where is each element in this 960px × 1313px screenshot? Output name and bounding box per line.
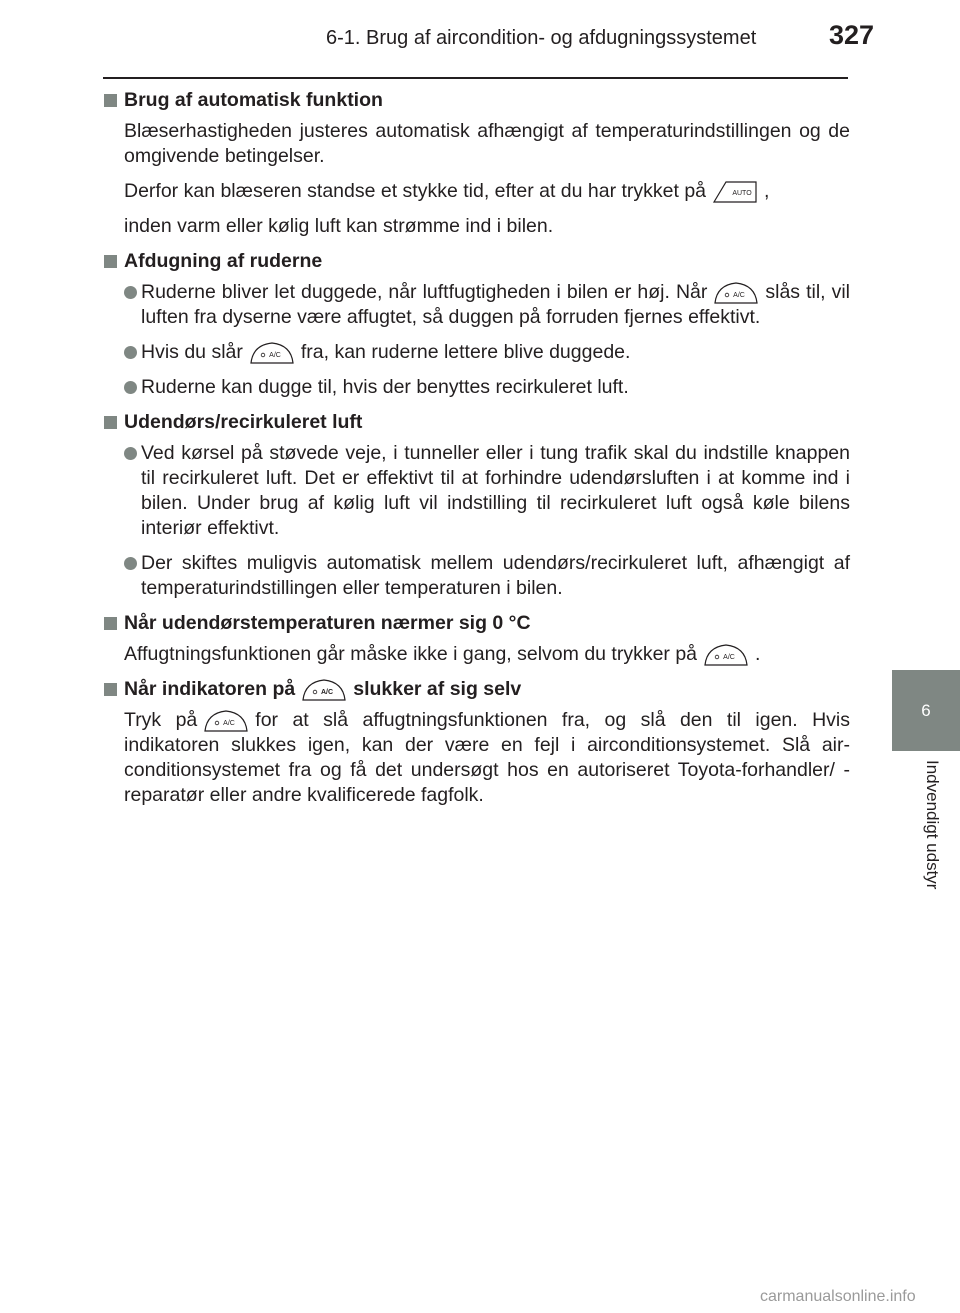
auto-label: AUTO (732, 189, 752, 197)
page-number: 327 (829, 20, 875, 50)
page-content (104, 88, 850, 818)
round-bullet-icon (124, 447, 137, 460)
text: for at slå affugtningsfunktionen fra, og slå den til igen. Hvis indikatoren slukkes igen, kan der være en fejl i airconditionsystemet. Slå air-conditionsystemet fra og få det undersøgt hos en autoriseret Toyota-forhandler/ -reparatør eller andre kvalificerede fagfolk. (124, 709, 850, 806)
round-bullet-icon (124, 381, 137, 394)
paragraph: inden varm eller kølig luft kan strømme ind i bilen. (124, 215, 554, 237)
ac-button-icon (301, 678, 347, 702)
square-bullet-icon (104, 94, 117, 107)
section-heading (104, 249, 850, 274)
square-bullet-icon (104, 255, 117, 268)
square-bullet-icon (104, 617, 117, 630)
heading-text: Når udendørstemperaturen nærmer sig 0 °C (124, 612, 531, 634)
ac-label: A/C (269, 351, 281, 359)
section-defogging (104, 249, 850, 400)
round-bullet-icon (124, 286, 137, 299)
ac-label: A/C (723, 653, 735, 661)
paragraph (124, 179, 850, 204)
section-recirculated-air (104, 410, 850, 601)
ac-label: A/C (321, 688, 334, 696)
section-heading (104, 611, 850, 636)
text: , (764, 180, 770, 202)
heading-text: Brug af automatisk funktion (124, 89, 383, 111)
text: Hvis du slår (141, 341, 243, 363)
header-divider (103, 77, 848, 79)
round-bullet-icon (124, 557, 137, 570)
heading-text: Udendørs/recirkuleret luft (124, 411, 363, 433)
ac-label: A/C (223, 719, 236, 727)
ac-label: A/C (733, 291, 746, 299)
text: Ruderne kan dugge til, hvis der benyttes recirkuleret luft. (141, 376, 629, 398)
ac-button-icon (703, 643, 749, 667)
text: Ved kørsel på støvede veje, i tunneller eller i tung trafik skal du indstille knappen til recirkuleret luft. Det er effektivt til at forhindre udendørsluften i at komme ind i bilen. Under brug af kølig luft vil indstilling til recirkuleret luft også køle bilens interiør effektivt. (141, 442, 850, 539)
watermark: carmanualsonline.info (760, 1288, 916, 1305)
section-heading (104, 677, 850, 702)
round-bullet-icon (124, 346, 137, 359)
list-item (124, 441, 850, 541)
ac-button-icon (249, 341, 295, 365)
text: Der skiftes muligvis automatisk mellem udendørs/recirkuleret luft, afhængigt af temperaturindstillingen eller temperaturen i bilen. (141, 552, 850, 599)
text: Tryk på (124, 709, 198, 731)
auto-button-icon (712, 180, 758, 204)
text: Affugtningsfunktionen går måske ikke i gang, selvom du trykker på (124, 643, 698, 665)
text: Derfor kan blæseren standse et stykke tid, efter at du har trykket på (124, 180, 707, 202)
text: Ruderne bliver let duggede, når luftfugtigheden i bilen er høj. Når (141, 281, 708, 303)
heading-text: slukker af sig selv (353, 678, 522, 700)
square-bullet-icon (104, 683, 117, 696)
heading-text: Afdugning af ruderne (124, 250, 323, 272)
ac-button-icon (713, 281, 759, 305)
list-item (124, 375, 850, 400)
section-heading (104, 88, 850, 113)
paragraph (124, 708, 850, 808)
text: . (755, 643, 761, 665)
page-header-title: 6-1. Brug af aircondition- og afdugningssystemet (326, 27, 757, 49)
heading-text: Når indikatoren på (124, 678, 296, 700)
paragraph (124, 642, 850, 667)
section-indicator-off (104, 677, 850, 808)
list-item (124, 551, 850, 601)
section-automatic-function (104, 88, 850, 239)
paragraph: Blæserhastigheden justeres automatisk afhængigt af temperaturindstillingen og de omgivende betingelser. (124, 120, 850, 167)
section-outside-temperature (104, 611, 850, 667)
chapter-number: 6 (921, 700, 931, 720)
square-bullet-icon (104, 416, 117, 429)
ac-button-icon (203, 709, 249, 733)
chapter-label: Indvendigt udstyr (923, 760, 942, 890)
text: fra, kan ruderne lettere blive duggede. (300, 341, 631, 363)
text: slås til, vil luften fra dyserne være affugtet, så duggen på forruden fjernes effektivt. (141, 281, 850, 328)
chapter-tab (892, 670, 960, 751)
list-item (124, 340, 850, 365)
list-item (124, 280, 850, 330)
section-heading (104, 410, 850, 435)
